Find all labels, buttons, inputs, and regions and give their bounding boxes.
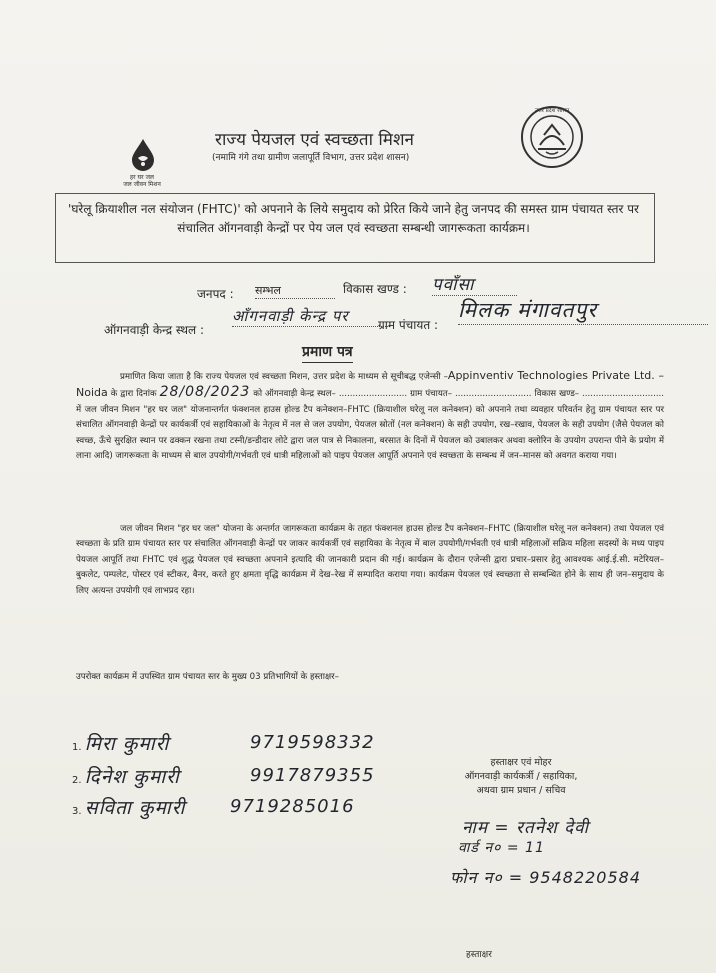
program-date: 28/08/2023 (159, 384, 251, 401)
authority-name: नाम = रतनेश देवी (462, 818, 589, 838)
para1-rest: ......................... ग्राम पंचायत– ............................ विकास खण्ड– .............................. में जल जीवन मिशन "हर घर जल" योजनान्तर्गत फंक्शनल हाउस होल्ड टैप कनेक्शन–FHTC (क्रियाशील घरेलू नल कनेक्शन) को अपनाने तथा व्यवहार परिवर्तन हेतु ग्राम पंचायत स्तर पर संचालित ऑगनवाड़ी केन्द्रों पर कार्यकर्त्री एवं सहायिकाओं के नेतृत्व में नल से जल उपयोग, पेयजल स्रोतों (नल कनेक्शन) के सही उपयोग, रख–रखाव, पेयजल के सही उपयोग (जैसे पेयजल को स्वच्छ, ऊँचे सुरक्षित स्थान पर ढक्कन रखना तथा टस्नी/डन्डीदार लोटे द्वारा जल पात्र से निकालना, बरसात के दिनों में पेयजल को उबालकर अथवा क्लोरिन के उपयोग उपरान्त पीने के प्रयोग में लाना आदि) जागरूकता के माध्यम से बाल उपयोगी/गर्भवती एवं धात्री महिलाओं को पाइप पेयजल आपूर्ति अपनाने एवं स्वच्छता के सम्बन्ध में जन–मानस को अवगत कराया गया। (76, 389, 665, 462)
district-value: सम्भल (255, 283, 335, 299)
authority-phone: फोन न० = 9548220584 (450, 868, 642, 887)
agency-name: Appinventiv Technologies Private Ltd. – Noida (76, 369, 664, 400)
certificate-paragraph-2: जल जीवन मिशन "हर घर जल" योजना के अन्तर्गत जागरूकता कार्यक्रम के तहत फंक्शनल हाउस होल्ड टैप कनेक्शन–FHTC (क्रियाशील घरेलू नल कनेक्शन) तथा पेयजल एवं स्वच्छता के प्रति ग्राम पंचायत स्तर पर संचालित ऑगनवाड़ी केन्द्रों पर जाकर कार्यकर्त्री एवं सहायिका के नेतृत्व में बाल उपयोगी/गर्भवती एवं धात्री महिलाओं सक्रिय महिला सदस्यों के मध्य पाइप पेयजल आपूर्ति तथा FHTC एवं शुद्ध पेयजल एवं स्वच्छता अपनाने इत्यादि की जानकारी प्रदान की गई। कार्यक्रम के दौरान एजेन्सी द्वारा प्रचार–प्रसार हेतु आवश्यक आई.ई.सी. मटेरियल–बुकलेट, पम्पलेट, पोस्टर एवं स्टीकर, बैनर, करते हुए क्षमता वृद्धि कार्यक्रम में देख–रेख में सम्पादित कराया गया। कार्यक्रम पेयजल एवं स्वच्छता से सम्बन्धित होने के साथ ही जन–समुदाय के लिए अत्यन्त उपयोगी एवं लाभप्रद रहा। (76, 524, 664, 596)
signatory-phone: 9719285016 (230, 796, 355, 817)
signatory-row (72, 763, 375, 789)
signatory-phone: 9917879355 (250, 765, 375, 786)
signatory-row (72, 794, 355, 820)
block-label: विकास खण्ड : (343, 282, 407, 296)
signature-label: हस्ताक्षर (466, 950, 492, 960)
org-subtitle: (नमामि गंगे तथा ग्रामीण जलापूर्ति विभाग, उत्तर प्रदेश शासन) (212, 153, 410, 163)
para1-after-date: को ऑगनवाड़ी केन्द्र स्थल– (253, 389, 336, 400)
emblem-text: उत्तर प्रदेश शासन (534, 108, 570, 114)
signatory-number: 3. (72, 806, 82, 817)
signatory-name: दिनेश कुमारी (84, 766, 180, 788)
panchayat-value: मिलक मंगावतपुर (458, 296, 708, 325)
signatory-number: 1. (72, 742, 82, 753)
authority-ward: वार्ड न० = 11 (458, 840, 545, 856)
center-value: आँगनवाड़ी केन्द्र पर (232, 306, 390, 327)
signatory-row (72, 730, 375, 756)
para1-mid: के द्वारा दिनांक (110, 389, 157, 400)
subject-text: 'घरेलू क्रियाशील नल संयोजन (FHTC)' को अपनाने के लिये समुदाय को प्रेरित किये जाने हेतु जनपद की समस्त ग्राम पंचायत स्तर पर संचालित ऑगनवाड़ी केन्द्रों पर पेय जल एवं स्वच्छता सम्बन्धी जागरूकता कार्यक्रम। (68, 202, 639, 235)
certificate-paragraph-1 (76, 368, 664, 464)
logo-caption: हर घर जल जल जीवन मिशन (123, 174, 161, 188)
up-govt-emblem (520, 105, 584, 173)
panchayat-label: ग्राम पंचायत : (378, 318, 439, 332)
signatory-name: सविता कुमारी (84, 797, 186, 819)
para1-start: प्रमाणित किया जाता है कि राज्य पेयजल एवं स्वच्छता मिशन, उत्तर प्रदेश के माध्यम से सूचीबद्ध एजेन्सी – (120, 372, 448, 382)
signatory-number: 2. (72, 775, 82, 786)
district-label: जनपद : (197, 287, 234, 301)
center-label: ऑगनवाड़ी केन्द्र स्थल : (104, 323, 205, 337)
certificate-heading: प्रमाण पत्र (302, 342, 353, 363)
block-value: पवाँसा (432, 272, 517, 296)
signatory-phone: 9719598332 (250, 732, 375, 753)
org-title: राज्य पेयजल एवं स्वच्छता मिशन (215, 130, 414, 150)
signatory-name: मिरा कुमारी (84, 733, 170, 755)
jal-jeevan-mission-logo (130, 138, 156, 176)
signatories-intro: उपरोक्त कार्यक्रम में उपस्थित ग्राम पंचायत स्तर के मुख्य 03 प्रतिभागियों के हस्ताक्षर– (76, 672, 339, 682)
authority-label: हस्ताक्षर एवं मोहर ऑगनवाड़ी कार्यकर्त्री / सहायिका, अथवा ग्राम प्रधान / सचिव (464, 757, 578, 796)
water-drop-icon (130, 138, 156, 172)
emblem-icon (520, 105, 584, 169)
